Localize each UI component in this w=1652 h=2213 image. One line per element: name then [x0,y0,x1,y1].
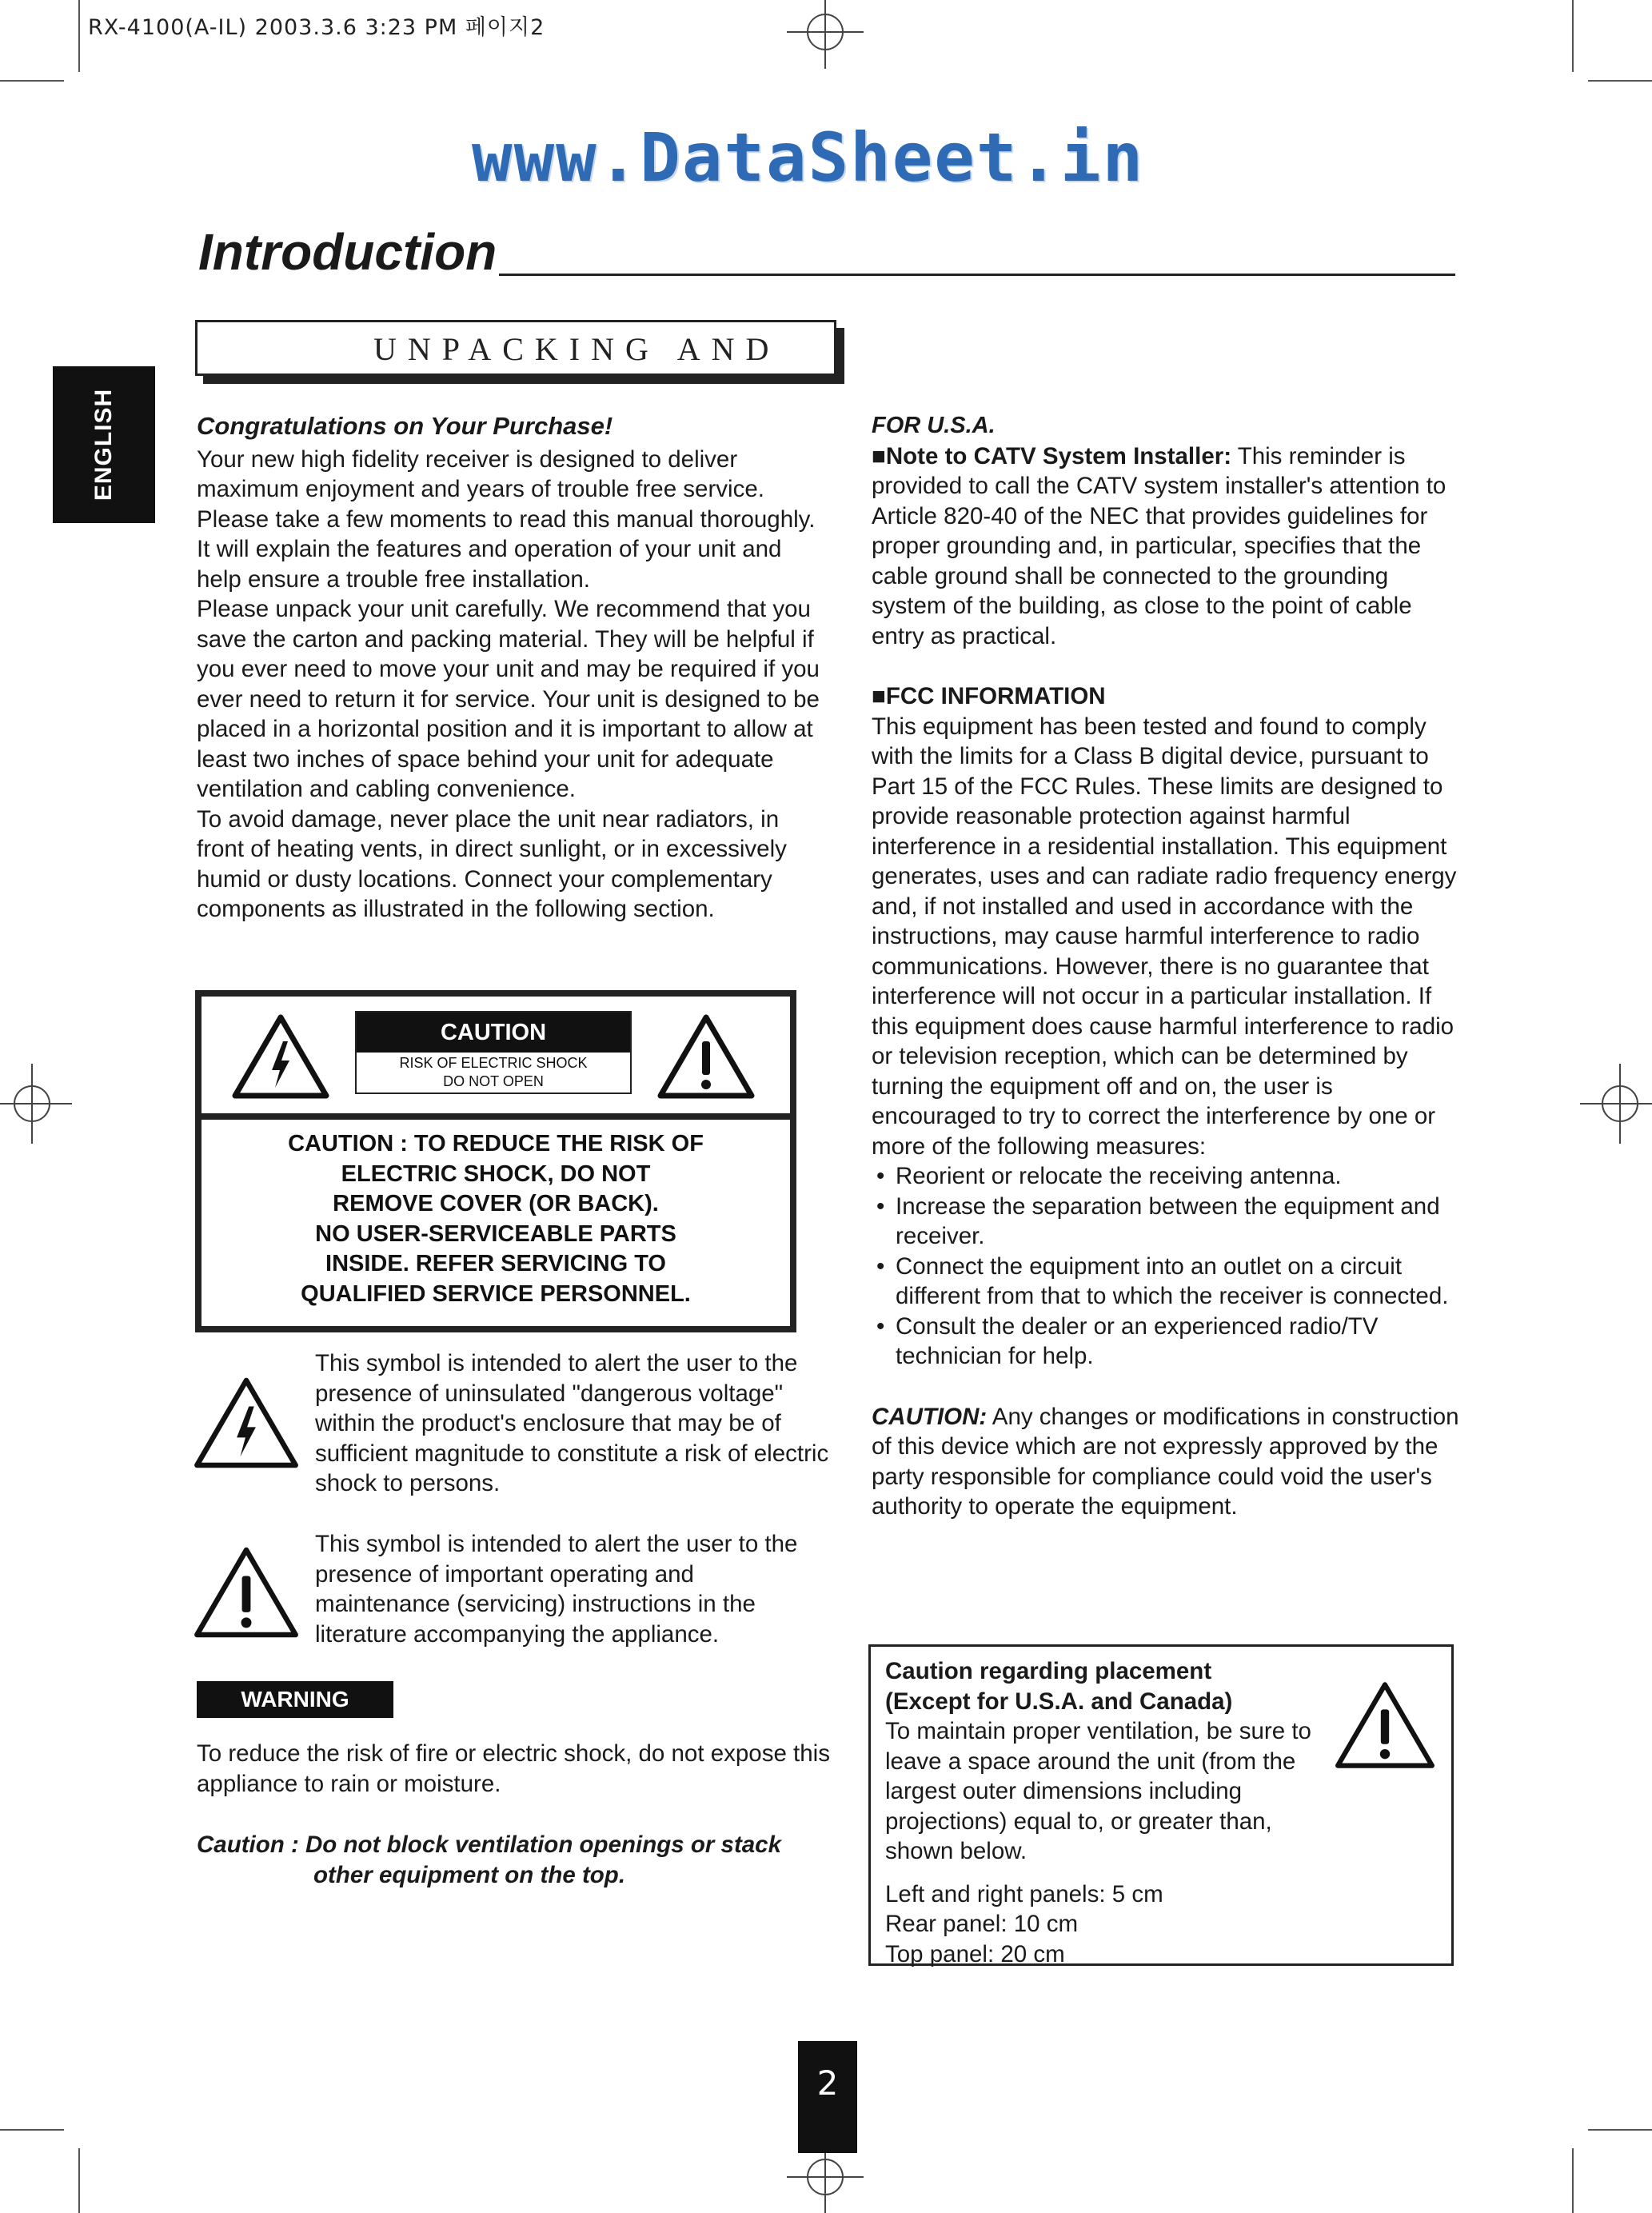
square-bullet-icon: ■ [872,683,886,709]
symbol2-description: This symbol is intended to alert the user to the presence of important operating and maintenance (servicing) instructions in the literature accompanying the appliance. [315,1531,798,1648]
crop-mark [1572,0,1574,72]
fcc-caution-label: CAUTION: [872,1403,988,1430]
registration-mark [0,1032,72,1176]
lightning-warning-icon [232,1014,329,1099]
symbol1-description: This symbol is intended to alert the user to the presence of uninsulated "dangerous voltage" within the product's enclosure that may be of sufficient magnitude to constitute a risk of electric shock to persons. [315,1350,829,1496]
usa-heading: FOR U.S.A. [872,413,996,438]
crop-mark [1572,2148,1574,2213]
placement-line: Left and right panels: 5 cm [885,1880,1163,1907]
catv-note-title: Note to CATV System Installer: [885,442,1232,469]
caution-banner-title: CAUTION [357,1013,630,1053]
language-tab-label: ENGLISH [90,388,117,501]
title-rule [499,274,1455,276]
registration-mark [755,0,896,69]
fcc-measures-list [872,1161,1459,1372]
watermark-logo: www.DataSheet.in [472,118,1145,197]
list-item: • Reorient or relocate the receiving antenna. [872,1161,1459,1192]
caution-line: INSIDE. REFER SERVICING TO [325,1251,666,1276]
caution-banner-line: RISK OF ELECTRIC SHOCK [399,1055,588,1071]
fcc-text: This equipment has been tested and found to comply with the limits for a Class B digital device, pursuant to Part 15 of the FCC Rules. These limits are designed to provide reasonable protection against harmful interference in a residential installation. This equipment generates, uses and can radiate radio frequency energy and, if not installed and used in accordance with the instructions, may cause harmful interference to radio communications. However, there is no guarantee that interference will not occur in a particular installation. If this equipment does cause harmful interference to radio or television reception, which can be determined by turning the equipment off and on, the user is encouraged to try to correct the interference by one or more of the following measures: [872,713,1457,1160]
placement-title: Caution regarding placement [885,1658,1212,1684]
fcc-heading [872,681,1459,712]
caution-line: ELECTRIC SHOCK, DO NOT [341,1160,651,1187]
caution-banner [355,1011,632,1094]
square-bullet-icon: ■ [872,442,886,469]
caution-panel-text [202,1129,790,1309]
placement-text-body: To maintain proper ventilation, be sure to leave a space around the unit (from the largest outer dimensions including projections) equal to, or greater than, shown below. [885,1718,1311,1864]
registration-mark [1580,1032,1652,1176]
page-number: 2 [798,2041,857,2153]
intro-paragraph-3: To avoid damage, never place the unit near radiators, in front of heating vents, in direct sunlight, or in excessively humid or dusty locations. Connect your complementary components as illustrated in the following section. [197,805,787,922]
page-title: Introduction [198,223,497,281]
placement-line: Top panel: 20 cm [885,1940,1065,1967]
crop-mark [78,0,80,72]
placement-subtitle: (Except for U.S.A. and Canada) [885,1688,1233,1715]
placement-box [868,1644,1454,1966]
crop-mark [78,2148,80,2213]
caution-line: REMOVE COVER (OR BACK). [333,1191,659,1216]
usa-section [872,411,1459,1522]
fcc-caution [872,1402,1459,1522]
caution-line: NO USER-SERVICEABLE PARTS [315,1220,676,1247]
list-item: • Consult the dealer or an experienced radio/TV technician for help. [872,1312,1459,1372]
caution-line: QUALIFIED SERVICE PERSONNEL. [301,1280,691,1307]
section-banner [195,320,836,376]
crop-mark [0,80,64,82]
list-item: • Connect the equipment into an outlet on a circuit different from that to which the receiver is connected. [872,1252,1459,1312]
caution-panel [195,990,796,1332]
intro-paragraph-1: Your new high fidelity receiver is designed to deliver maximum enjoyment and years of trouble free service. Please take a few moments to read this manual thoroughly. It will explain the features and operation of your unit and help ensure a trouble free installation. [197,445,816,593]
placement-text [885,1716,1333,1867]
print-header: RX-4100(A-IL) 2003.3.6 3:23 PM 페이지2 [88,15,545,40]
caution-divider [202,1113,790,1120]
ventilation-caution-line2: other equipment on the top. [313,1861,626,1888]
intro-section [197,411,828,925]
catv-note-text: This reminder is provided to call the CATV system installer's attention to Article 820-40 of the NEC that provides guidelines for proper grounding and, in particular, specifies that the cable ground shall be connected to the grounding system of the building, as close to the point of cable entry as practical. [872,442,1446,649]
caution-banner-line: DO NOT OPEN [443,1073,544,1089]
section-banner-text: UNPACKING AND [373,331,780,367]
list-item: • Increase the separation between the equipment and receiver. [872,1192,1459,1252]
crop-mark [1588,80,1652,82]
exclamation-warning-icon [657,1014,755,1099]
intro-paragraph-2: Please unpack your unit carefully. We recommend that you save the carton and packing material. They will be helpful if you ever need to move your unit and may be required if you ever need to return it for service. Your unit is designed to be placed in a horizontal position and it is important to allow at least two inches of space behind your unit for adequate ventilation and cabling convenience. [197,596,820,802]
placement-line: Rear panel: 10 cm [885,1911,1079,1937]
caution-line: CAUTION : TO REDUCE THE RISK OF [288,1131,704,1156]
registration-mark [755,2145,896,2213]
ventilation-caution [197,1830,836,1890]
lightning-symbol-icon [194,1376,299,1470]
ventilation-caution-line1: Caution : Do not block ventilation openings or stack [197,1832,781,1858]
warning-badge: WARNING [197,1681,393,1718]
catv-note [872,441,1459,652]
intro-heading: Congratulations on Your Purchase! [197,412,613,440]
warning-text: To reduce the risk of fire or electric shock, do not expose this appliance to rain or moisture. [197,1740,830,1797]
crop-mark [0,2129,64,2131]
crop-mark [1588,2129,1652,2131]
fcc-heading-text: FCC INFORMATION [885,683,1106,709]
fcc-caution-text: Any changes or modifications in construction of this device which are not expressly approved by the party responsible for compliance could void the user's authority to operate the equipment. [872,1403,1459,1520]
exclamation-symbol-icon [194,1545,299,1640]
language-tab [53,366,155,523]
